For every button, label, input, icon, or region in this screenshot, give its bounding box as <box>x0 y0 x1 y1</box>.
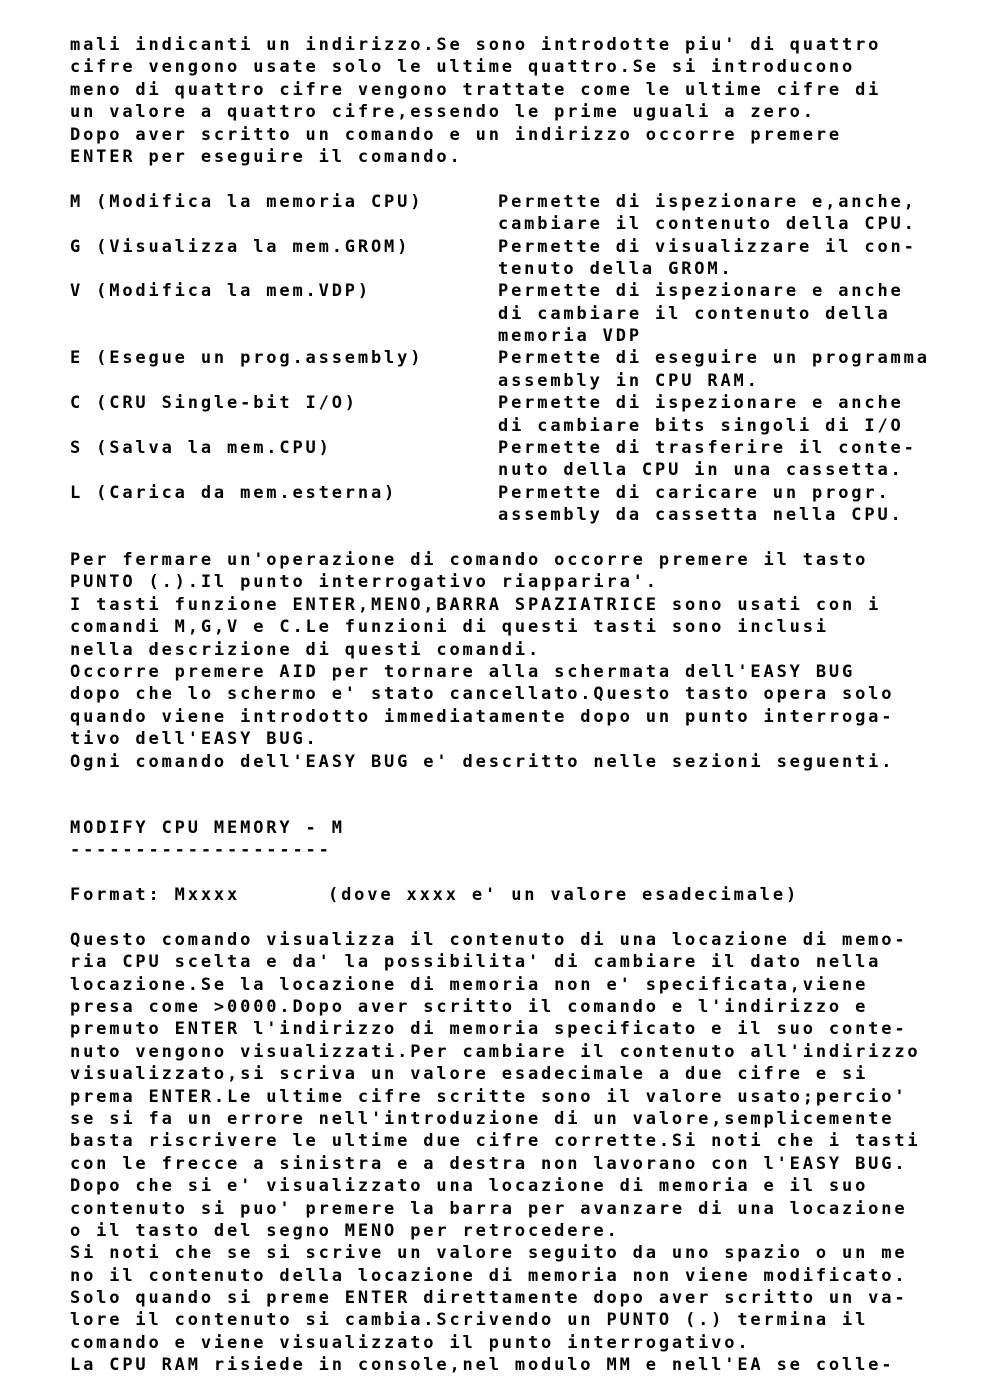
command-row-l <box>70 482 970 527</box>
text-line: locazione.Se la locazione di memoria non e' specificata,viene <box>70 974 869 995</box>
command-desc-line: nuto della CPU in una cassetta. <box>498 460 904 481</box>
text-line: prema ENTER.Le ultime cifre scritte sono il valore usato;percio' <box>70 1086 908 1107</box>
text-line: comandi M,G,V e C.Le funzioni di questi tasti sono inclusi <box>70 617 829 638</box>
text-line: I tasti funzione ENTER,MENO,BARRA SPAZIATRICE sono usati con i <box>70 594 882 615</box>
intro-paragraph <box>70 34 970 168</box>
text-line: cifre vengono usate solo le ultime quattro.Se si introducono <box>70 57 856 78</box>
command-desc-line: Permette di ispezionare e anche <box>498 393 904 414</box>
text-line: Si noti che se si scrive un valore seguito da uno spazio o un me <box>70 1243 908 1264</box>
command-table <box>70 191 970 527</box>
text-line: con le frecce a sinistra e a destra non lavorano con l'EASY BUG. <box>70 1153 908 1174</box>
text-line: quando viene introdotto immediatamente dopo un punto interroga- <box>70 706 895 727</box>
text-line: contenuto si puo' premere la barra per avanzare di una locazione <box>70 1198 908 1219</box>
text-line: Solo quando si preme ENTER direttamente dopo aver scritto un va- <box>70 1288 908 1309</box>
text-line: se si fa un errore nell'introduzione di un valore,semplicemente <box>70 1108 895 1129</box>
text-line: Questo comando visualizza il contenuto di una locazione di memo- <box>70 929 908 950</box>
text-line: Occorre premere AID per tornare alla schermata dell'EASY BUG <box>70 661 856 682</box>
command-desc-line: assembly da cassetta nella CPU. <box>498 505 904 526</box>
command-desc-line: Permette di trasferire il conte- <box>498 438 917 459</box>
text-line: PUNTO (.).Il punto interrogativo riapparira'. <box>70 572 659 593</box>
command-desc-line: assembly in CPU RAM. <box>498 370 760 391</box>
text-line: Dopo aver scritto un comando e un indirizzo occorre premere <box>70 124 843 145</box>
text-line: o il tasto del segno MENO per retrocedere. <box>70 1220 620 1241</box>
notes-paragraph <box>70 549 970 773</box>
command-desc-line: Permette di caricare un progr. <box>498 482 891 503</box>
command-row-e <box>70 347 970 392</box>
section-body <box>70 929 970 1377</box>
section-modify-cpu-memory <box>70 817 970 1377</box>
command-desc-line: Permette di ispezionare e anche <box>498 281 904 302</box>
text-line: nuto vengono visualizzati.Per cambiare il contenuto all'indirizzo <box>70 1041 921 1062</box>
text-line: lore il contenuto si cambia.Scrivendo un PUNTO (.) termina il <box>70 1310 869 1331</box>
command-desc-line: tenuto della GROM. <box>498 258 734 279</box>
command-row-c <box>70 392 970 437</box>
text-line: premuto ENTER l'indirizzo di memoria specificato e il suo conte- <box>70 1019 908 1040</box>
command-desc-line: di cambiare bits singoli di I/O <box>498 415 904 436</box>
command-key: C (CRU Single-bit I/O) <box>70 393 358 414</box>
command-row-m <box>70 191 970 236</box>
section-title-underline: -------------------- <box>70 840 332 861</box>
text-line: La CPU RAM risiede in console,nel modulo MM e nell'EA se colle- <box>70 1355 895 1376</box>
format-line <box>70 884 970 906</box>
command-desc-line: Permette di visualizzare il con- <box>498 236 917 257</box>
text-line: un valore a quattro cifre,essendo le prime uguali a zero. <box>70 102 816 123</box>
text-line: presa come >0000.Dopo aver scritto il comando e l'indirizzo e <box>70 997 869 1018</box>
command-key: G (Visualizza la mem.GROM) <box>70 236 411 257</box>
text-line: basta riscrivere le ultime due cifre corrette.Si noti che i tasti <box>70 1131 921 1152</box>
command-key: M (Modifica la memoria CPU) <box>70 191 424 212</box>
text-line: nella descrizione di questi comandi. <box>70 639 542 660</box>
format-label: Format: Mxxxx <box>70 885 241 906</box>
document-page <box>70 34 970 1377</box>
text-line: Ogni comando dell'EASY BUG e' descritto nelle sezioni seguenti. <box>70 751 895 772</box>
spacer <box>70 773 970 817</box>
command-desc-line: memoria VDP <box>498 326 642 347</box>
text-line: ria CPU scelta e da' la possibilita' di cambiare il dato nella <box>70 952 882 973</box>
command-key: E (Esegue un prog.assembly) <box>70 348 424 369</box>
command-row-v <box>70 280 970 347</box>
command-desc-line: di cambiare il contenuto della <box>498 303 891 324</box>
text-line: no il contenuto della locazione di memoria non viene modificato. <box>70 1265 908 1286</box>
text-line: Dopo che si e' visualizzato una locazione di memoria e il suo <box>70 1176 869 1197</box>
command-desc-line: cambiare il contenuto della CPU. <box>498 214 917 235</box>
text-line: tivo dell'EASY BUG. <box>70 729 319 750</box>
text-line: ENTER per eseguire il comando. <box>70 146 463 167</box>
text-line: Per fermare un'operazione di comando occorre premere il tasto <box>70 549 869 570</box>
command-row-s <box>70 437 970 482</box>
text-line: meno di quattro cifre vengono trattate come le ultime cifre di <box>70 79 882 100</box>
command-key: V (Modifica la mem.VDP) <box>70 281 371 302</box>
command-desc-line: Permette di ispezionare e,anche, <box>498 191 917 212</box>
section-title: MODIFY CPU MEMORY - M <box>70 817 345 838</box>
text-line: mali indicanti un indirizzo.Se sono introdotte piu' di quattro <box>70 35 882 55</box>
text-line: dopo che lo schermo e' stato cancellato.Questo tasto opera solo <box>70 684 895 705</box>
command-key: S (Salva la mem.CPU) <box>70 438 332 459</box>
command-key: L (Carica da mem.esterna) <box>70 482 398 503</box>
text-line: comando e viene visualizzato il punto interrogativo. <box>70 1332 751 1353</box>
text-line: visualizzato,si scriva un valore esadecimale a due cifre e si <box>70 1064 869 1085</box>
format-description: (dove xxxx e' un valore esadecimale) <box>328 885 800 906</box>
command-desc-line: Permette di eseguire un programma <box>498 348 930 369</box>
command-row-g <box>70 236 970 281</box>
